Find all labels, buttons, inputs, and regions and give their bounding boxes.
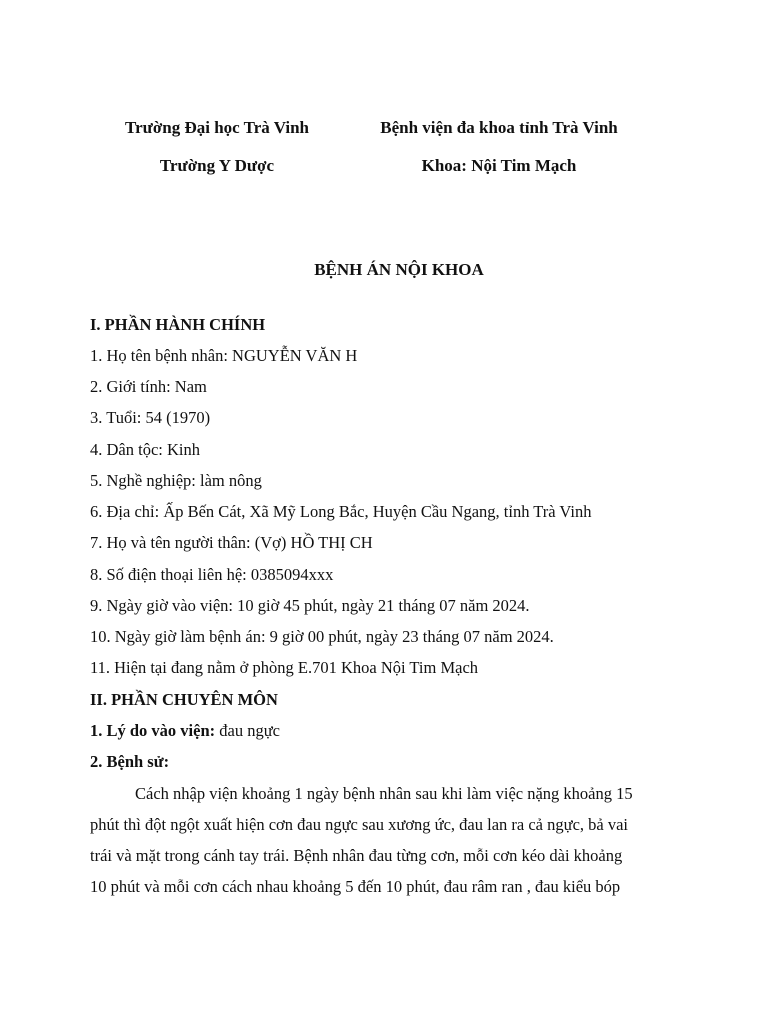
header-row-1	[0, 118, 768, 142]
admin-section-heading: I. PHẦN HÀNH CHÍNH	[90, 315, 266, 334]
admin-item-admission-time: 9. Ngày giờ vào viện: 10 giờ 45 phút, ngày 21 tháng 07 năm 2024.	[90, 596, 530, 615]
history-line-3: trái và mặt trong cánh tay trái. Bệnh nhân đau từng cơn, mỗi cơn kéo dài khoảng	[90, 846, 623, 865]
hospital-name: Bệnh viện đa khoa tỉnh Trà Vinh	[380, 118, 618, 137]
admin-item-gender: 2. Giới tính: Nam	[90, 377, 207, 396]
admin-item-phone: 8. Số điện thoại liên hệ: 0385094xxx	[90, 565, 334, 584]
admin-item-address: 6. Địa chỉ: Ấp Bến Cát, Xã Mỹ Long Bắc, Huyện Cầu Ngang, tỉnh Trà Vinh	[90, 502, 592, 521]
document-title: BỆNH ÁN NỘI KHOA	[314, 260, 484, 279]
university-name: Trường Đại học Trà Vinh	[125, 118, 309, 137]
history-line-2: phút thì đột ngột xuất hiện cơn đau ngực sau xương ức, đau lan ra cả ngực, bả vai	[90, 815, 628, 834]
admin-item-record-time: 10. Ngày giờ làm bệnh án: 9 giờ 00 phút, ngày 23 tháng 07 năm 2024.	[90, 627, 554, 646]
admin-item-occupation: 5. Nghề nghiệp: làm nông	[90, 471, 262, 490]
admin-item-age: 3. Tuổi: 54 (1970)	[90, 408, 211, 427]
history-line-1: Cách nhập viện khoảng 1 ngày bệnh nhân sau khi làm việc nặng khoảng 15	[135, 784, 633, 803]
history-label: 2. Bệnh sử:	[90, 752, 170, 771]
header-row-2	[0, 156, 768, 180]
admin-item-room: 11. Hiện tại đang nằm ở phòng E.701 Khoa Nội Tim Mạch	[90, 658, 479, 677]
admin-item-ethnicity: 4. Dân tộc: Kinh	[90, 440, 200, 459]
reason-label: 1. Lý do vào viện:	[90, 721, 216, 740]
department-name: Khoa: Nội Tim Mạch	[421, 156, 577, 175]
admin-item-relative: 7. Họ và tên người thân: (Vợ) HỒ THỊ CH	[90, 533, 373, 552]
school-name: Trường Y Dược	[159, 156, 275, 175]
reason-line	[90, 721, 280, 741]
reason-value: đau ngực	[215, 721, 280, 740]
admin-item-name: 1. Họ tên bệnh nhân: NGUYỄN VĂN H	[90, 346, 358, 365]
history-line-4: 10 phút và mỗi cơn cách nhau khoảng 5 đến 10 phút, đau râm ran , đau kiểu bóp	[90, 877, 621, 896]
specialty-section-heading: II. PHẦN CHUYÊN MÔN	[90, 690, 278, 709]
